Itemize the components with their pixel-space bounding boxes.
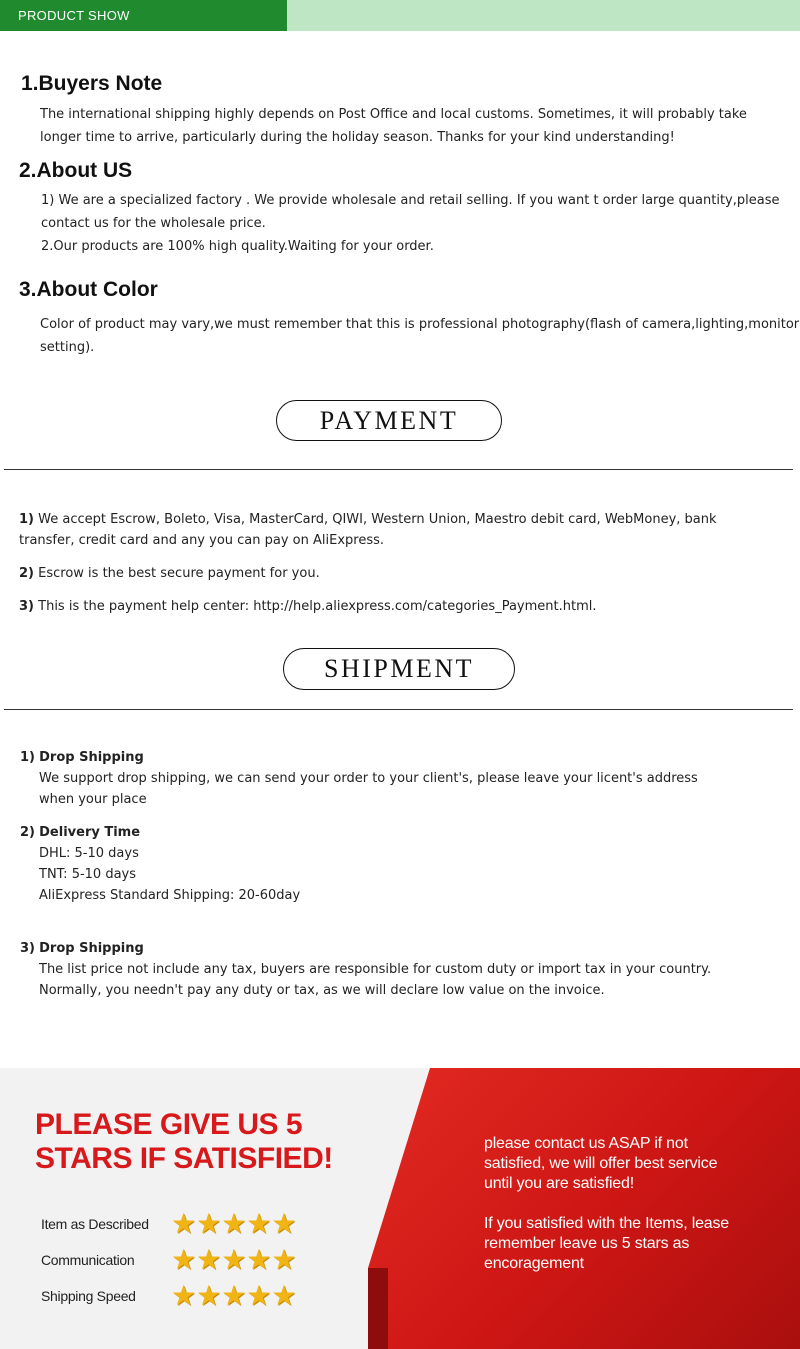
contact-message-line: If you satisfied with the Items, lease [484, 1215, 729, 1232]
feedback-banner [0, 1068, 800, 1349]
buyers-note-title: 1.Buyers Note [21, 72, 163, 95]
payment-item-text: We accept Escrow, Boleto, Visa, MasterCard, QIWI, Western Union, Maestro debit card, WebMoney, bank [38, 512, 717, 527]
about-color-line: Color of product may vary,we must remember that this is professional photography(flash of camera,lighting,monitor [40, 317, 800, 332]
red-box-side [368, 1268, 388, 1349]
contact-message-line: remember leave us 5 stars as [484, 1235, 690, 1252]
shipment-item-line: DHL: 5-10 days [39, 846, 139, 861]
shipment-item-title [20, 747, 795, 768]
stars-headline [35, 1108, 333, 1176]
rating-row [41, 1278, 311, 1314]
shipment-divider [4, 709, 793, 710]
shipment-item-line: when your place [39, 792, 147, 807]
payment-item [19, 509, 794, 530]
buyers-note-text [40, 103, 800, 149]
payment-heading: PAYMENT [276, 400, 502, 441]
shipment-item-heading: Drop Shipping [39, 941, 144, 956]
shipment-item-line: TNT: 5-10 days [39, 867, 137, 882]
payment-item-cont: transfer, credit card and any you can pay on AliExpress. [19, 533, 385, 548]
payment-item [19, 596, 794, 617]
contact-message-line: satisfied, we will offer best service [484, 1155, 718, 1172]
product-show-label: PRODUCT SHOW [18, 8, 130, 23]
about-color-title: 3.About Color [19, 278, 158, 301]
shipment-item-line: Normally, you needn't pay any duty or tax, as we will declare low value on the invoice. [39, 983, 605, 998]
about-us-line: 1) We are a specialized factory . We provide wholesale and retail selling. If you want t order large quantity,please [41, 193, 780, 208]
shipment-list [20, 747, 795, 1001]
star-icon: ★★★★★ [171, 1279, 297, 1312]
payment-item-text: This is the payment help center: http://help.aliexpress.com/categories_Payment.html. [38, 599, 597, 614]
shipment-item-num: 3) [20, 941, 35, 956]
payment-divider [4, 469, 793, 470]
shipment-item-heading: Drop Shipping [39, 750, 144, 765]
contact-message-line: encoragement [484, 1255, 584, 1272]
contact-message [484, 1134, 794, 1274]
contact-message-line: please contact us ASAP if not [484, 1135, 688, 1152]
star-icon: ★★★★★ [171, 1243, 297, 1276]
payment-item-num: 1) [19, 512, 34, 527]
rating-label: Shipping Speed [41, 1288, 136, 1304]
stars-headline-line: PLEASE GIVE US 5 [35, 1108, 303, 1141]
stars-headline-line: STARS IF SATISFIED! [35, 1142, 333, 1175]
shipment-heading: SHIPMENT [283, 648, 515, 690]
about-color-line: setting). [40, 340, 95, 355]
rating-label: Communication [41, 1252, 135, 1268]
shipment-item-title [20, 822, 795, 843]
shipment-item-line: The list price not include any tax, buyers are responsible for custom duty or import tax in your country. [39, 962, 712, 977]
ratings-list [41, 1206, 311, 1314]
payment-list [19, 509, 794, 617]
shipment-item-line: AliExpress Standard Shipping: 20-60day [39, 888, 301, 903]
buyers-note-line: The international shipping highly depends on Post Office and local customs. Sometimes, it will probably take [40, 107, 747, 122]
shipment-item-title [20, 938, 795, 959]
about-us-line: contact us for the wholesale price. [41, 216, 266, 231]
payment-item [19, 563, 794, 584]
about-us-title: 2.About US [19, 159, 133, 182]
about-us-text [41, 189, 800, 258]
product-show-tab [0, 0, 287, 31]
rating-label: Item as Described [41, 1216, 149, 1232]
shipment-item-heading: Delivery Time [39, 825, 141, 840]
payment-item-num: 3) [19, 599, 34, 614]
rating-row [41, 1242, 311, 1278]
rating-row [41, 1206, 311, 1242]
buyers-note-line: longer time to arrive, particularly during the holiday season. Thanks for your kind understanding! [40, 130, 675, 145]
payment-item-text: Escrow is the best secure payment for you. [38, 566, 320, 581]
star-icon: ★★★★★ [171, 1207, 297, 1240]
shipment-item-num: 1) [20, 750, 35, 765]
contact-message-line: until you are satisfied! [484, 1175, 634, 1192]
payment-item-num: 2) [19, 566, 34, 581]
shipment-item-num: 2) [20, 825, 35, 840]
about-color-text [40, 313, 800, 359]
about-us-line: 2.Our products are 100% high quality.Waiting for your order. [41, 239, 434, 254]
shipment-item-line: We support drop shipping, we can send your order to your client's, please leave your licent's address [39, 771, 698, 786]
